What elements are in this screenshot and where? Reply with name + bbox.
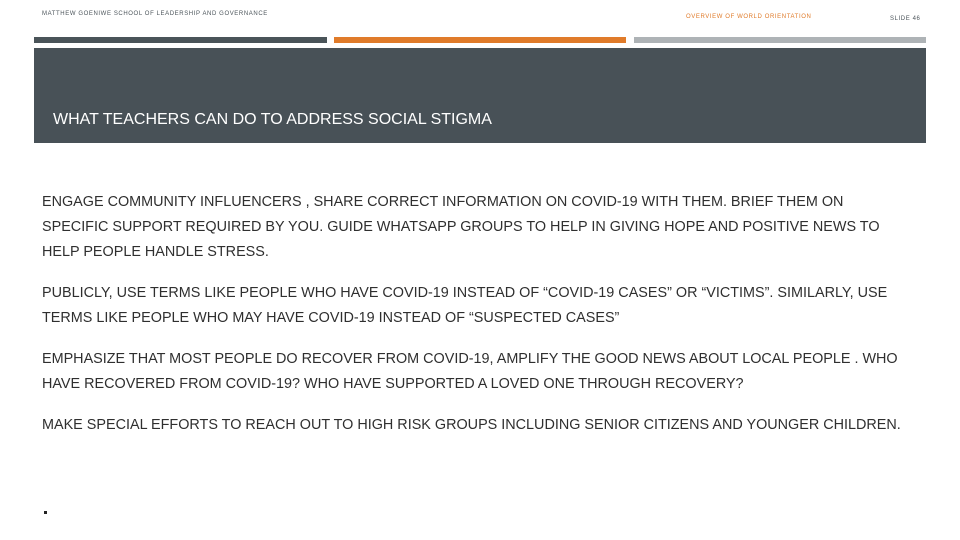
body-paragraph-recovery: EMPHASIZE THAT MOST PEOPLE DO RECOVER FROM COVID-19, AMPLIFY THE GOOD NEWS ABOUT LOCAL PEOPLE . WHO HAVE RECOVERED FROM COVID-19? WHO HAVE SUPPORTED A LOVED ONE THROUGH RECOVERY? [42,351,898,392]
accent-bar-dark [34,37,327,43]
slide-body [42,190,902,454]
header-presentation-title: OVERVIEW OF WORLD ORIENTATION [686,14,812,20]
header-org-name: MATTHEW GOENIWE SCHOOL OF LEADERSHIP AND GOVERNANCE [42,11,268,17]
slide-title: WHAT TEACHERS CAN DO TO ADDRESS SOCIAL STIGMA [53,111,492,128]
body-paragraph-influencers: ENGAGE COMMUNITY INFLUENCERS , SHARE CORRECT INFORMATION ON COVID-19 WITH THEM. BRIEF THEM ON SPECIFIC SUPPORT REQUIRED BY YOU. GUIDE WHATSAPP GROUPS TO HELP IN GIVING HOPE AND POSITIVE NEWS TO HELP PEOPLE HANDLE STRESS. [42,194,880,260]
empty-bullet-marker [44,511,47,514]
accent-bar-gray [634,37,926,43]
body-paragraph-terminology: PUBLICLY, USE TERMS LIKE PEOPLE WHO HAVE COVID-19 INSTEAD OF “COVID-19 CASES” OR “VICTIMS”. SIMILARLY, USE TERMS LIKE PEOPLE WHO MAY HAVE COVID-19 INSTEAD OF “SUSPECTED CASES” [42,285,888,326]
title-band [34,48,926,143]
body-paragraph-high-risk-groups: MAKE SPECIAL EFFORTS TO REACH OUT TO HIGH RISK GROUPS INCLUDING SENIOR CITIZENS AND YOUNGER CHILDREN. [42,417,901,433]
accent-bar-orange [334,37,626,43]
slide-number: SLIDE 46 [890,16,921,22]
